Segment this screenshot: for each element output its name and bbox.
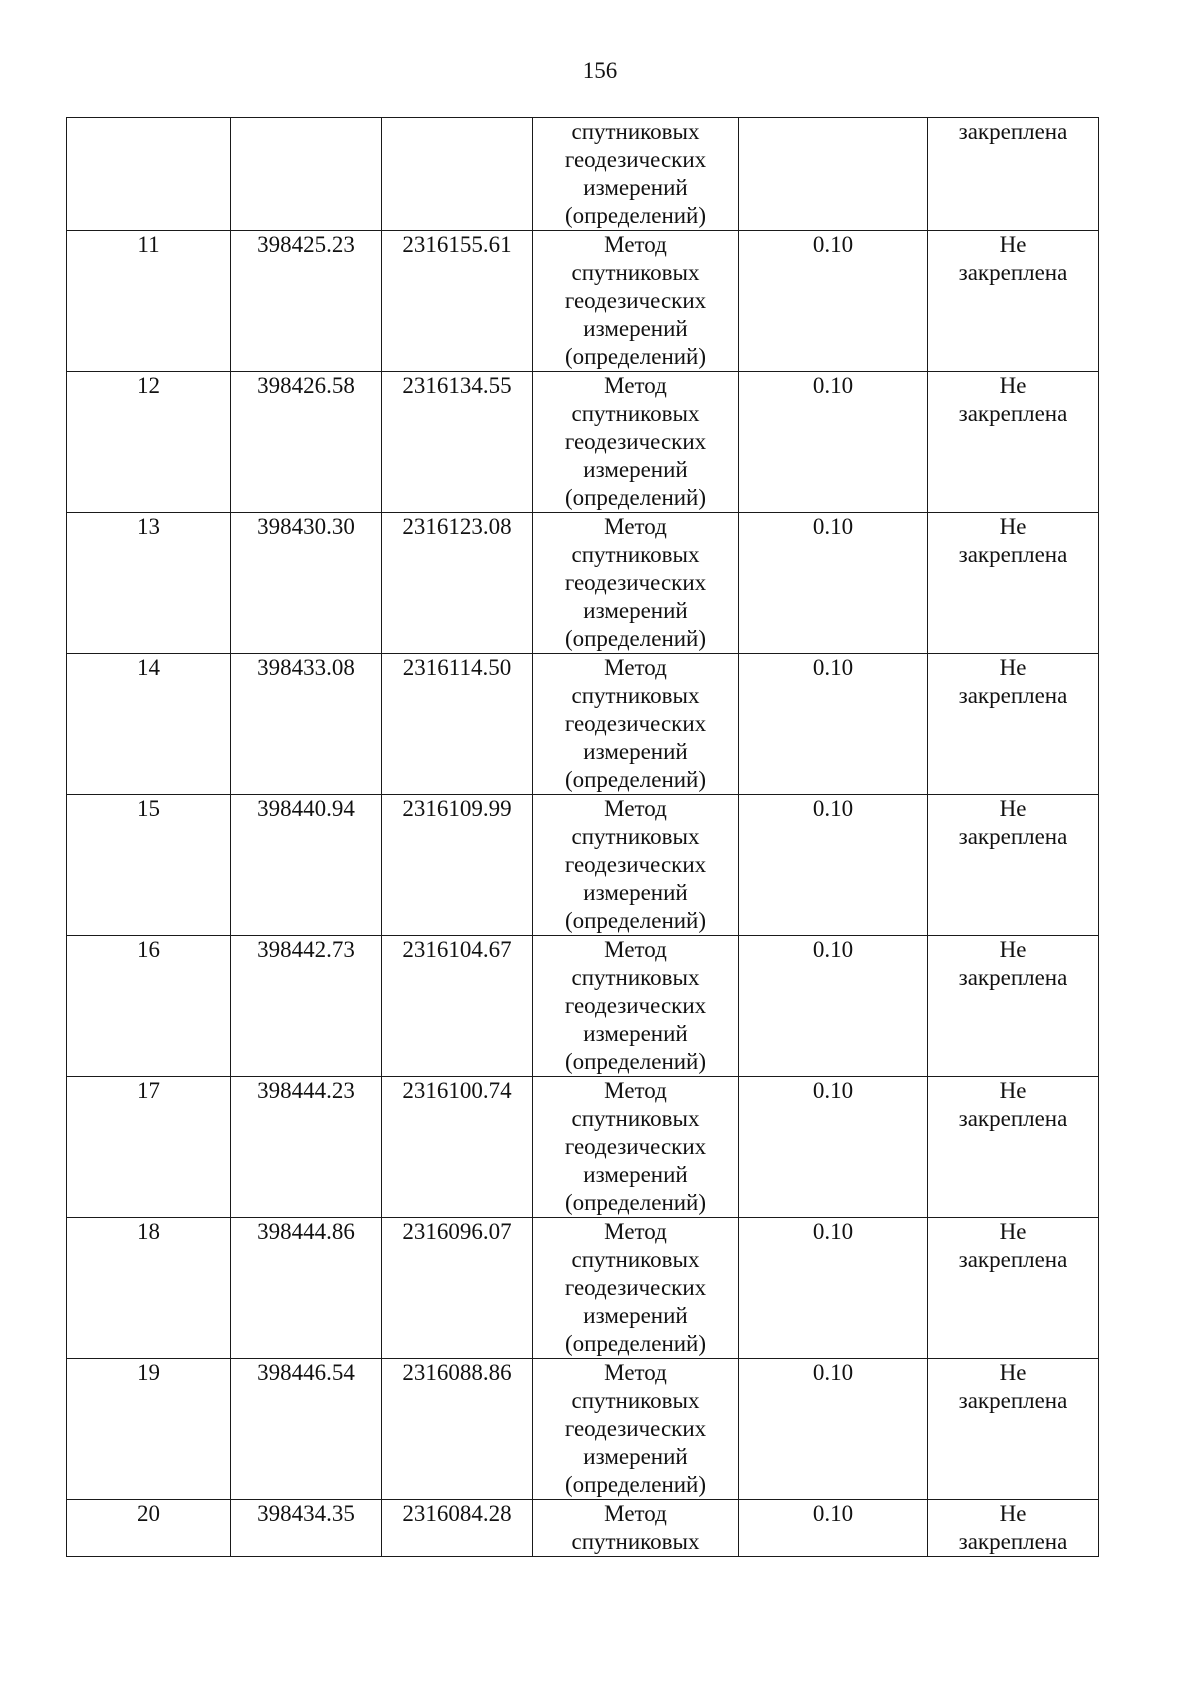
- table-row: [67, 372, 1099, 513]
- y-coordinate-cell: 2316096.07: [382, 1218, 533, 1359]
- table-row: [67, 231, 1099, 372]
- x-coordinate-cell: 398433.08: [231, 654, 382, 795]
- y-coordinate-cell: 2316123.08: [382, 513, 533, 654]
- accuracy-cell: 0.10: [739, 1077, 928, 1218]
- fixation-cell: Не закреплена: [928, 372, 1099, 513]
- fixation-cell: Не закреплена: [928, 654, 1099, 795]
- accuracy-cell: 0.10: [739, 1359, 928, 1500]
- table-row: [67, 936, 1099, 1077]
- fixation-cell: Не закреплена: [928, 1359, 1099, 1500]
- method-cell: спутниковых геодезических измерений (определений): [533, 118, 739, 231]
- table-row: [67, 1218, 1099, 1359]
- accuracy-cell: [739, 118, 928, 231]
- accuracy-cell: 0.10: [739, 795, 928, 936]
- point-number-cell: 16: [67, 936, 231, 1077]
- fixation-cell: Не закреплена: [928, 1500, 1099, 1557]
- accuracy-cell: 0.10: [739, 654, 928, 795]
- y-coordinate-cell: 2316100.74: [382, 1077, 533, 1218]
- fixation-cell: Не закреплена: [928, 1077, 1099, 1218]
- table-row: [67, 1077, 1099, 1218]
- x-coordinate-cell: 398446.54: [231, 1359, 382, 1500]
- x-coordinate-cell: 398440.94: [231, 795, 382, 936]
- point-number-cell: 12: [67, 372, 231, 513]
- y-coordinate-cell: 2316088.86: [382, 1359, 533, 1500]
- table-row: [67, 795, 1099, 936]
- x-coordinate-cell: 398434.35: [231, 1500, 382, 1557]
- method-cell: Метод спутниковых геодезических измерений (определений): [533, 795, 739, 936]
- table-row: [67, 118, 1099, 231]
- accuracy-cell: 0.10: [739, 372, 928, 513]
- y-coordinate-cell: 2316134.55: [382, 372, 533, 513]
- accuracy-cell: 0.10: [739, 1218, 928, 1359]
- table-row: [67, 513, 1099, 654]
- fixation-cell: Не закреплена: [928, 795, 1099, 936]
- point-number-cell: 11: [67, 231, 231, 372]
- page-number: 156: [582, 58, 618, 83]
- y-coordinate-cell: 2316084.28: [382, 1500, 533, 1557]
- y-coordinate-cell: 2316114.50: [382, 654, 533, 795]
- x-coordinate-cell: 398444.23: [231, 1077, 382, 1218]
- y-coordinate-cell: 2316155.61: [382, 231, 533, 372]
- method-cell: Метод спутниковых геодезических измерений (определений): [533, 654, 739, 795]
- method-cell: Метод спутниковых геодезических измерений (определений): [533, 513, 739, 654]
- fixation-cell: Не закреплена: [928, 513, 1099, 654]
- x-coordinate-cell: 398444.86: [231, 1218, 382, 1359]
- y-coordinate-cell: 2316104.67: [382, 936, 533, 1077]
- x-coordinate-cell: [231, 118, 382, 231]
- point-number-cell: 20: [67, 1500, 231, 1557]
- y-coordinate-cell: 2316109.99: [382, 795, 533, 936]
- fixation-cell: Не закреплена: [928, 1218, 1099, 1359]
- method-cell: Метод спутниковых: [533, 1500, 739, 1557]
- fixation-cell: Не закреплена: [928, 936, 1099, 1077]
- method-cell: Метод спутниковых геодезических измерений (определений): [533, 1077, 739, 1218]
- point-number-cell: 13: [67, 513, 231, 654]
- table-row: [67, 654, 1099, 795]
- x-coordinate-cell: 398442.73: [231, 936, 382, 1077]
- point-number-cell: 17: [67, 1077, 231, 1218]
- point-number-cell: [67, 118, 231, 231]
- point-number-cell: 14: [67, 654, 231, 795]
- accuracy-cell: 0.10: [739, 231, 928, 372]
- point-number-cell: 15: [67, 795, 231, 936]
- method-cell: Метод спутниковых геодезических измерений (определений): [533, 1218, 739, 1359]
- table-row: [67, 1500, 1099, 1557]
- x-coordinate-cell: 398426.58: [231, 372, 382, 513]
- point-number-cell: 19: [67, 1359, 231, 1500]
- fixation-cell: Не закреплена: [928, 231, 1099, 372]
- method-cell: Метод спутниковых геодезических измерений (определений): [533, 231, 739, 372]
- method-cell: Метод спутниковых геодезических измерений (определений): [533, 1359, 739, 1500]
- x-coordinate-cell: 398430.30: [231, 513, 382, 654]
- point-number-cell: 18: [67, 1218, 231, 1359]
- method-cell: Метод спутниковых геодезических измерений (определений): [533, 372, 739, 513]
- accuracy-cell: 0.10: [739, 936, 928, 1077]
- table-row: [67, 1359, 1099, 1500]
- accuracy-cell: 0.10: [739, 1500, 928, 1557]
- accuracy-cell: 0.10: [739, 513, 928, 654]
- x-coordinate-cell: 398425.23: [231, 231, 382, 372]
- y-coordinate-cell: [382, 118, 533, 231]
- coordinates-table: [66, 117, 1099, 1557]
- fixation-cell: закреплена: [928, 118, 1099, 231]
- method-cell: Метод спутниковых геодезических измерений (определений): [533, 936, 739, 1077]
